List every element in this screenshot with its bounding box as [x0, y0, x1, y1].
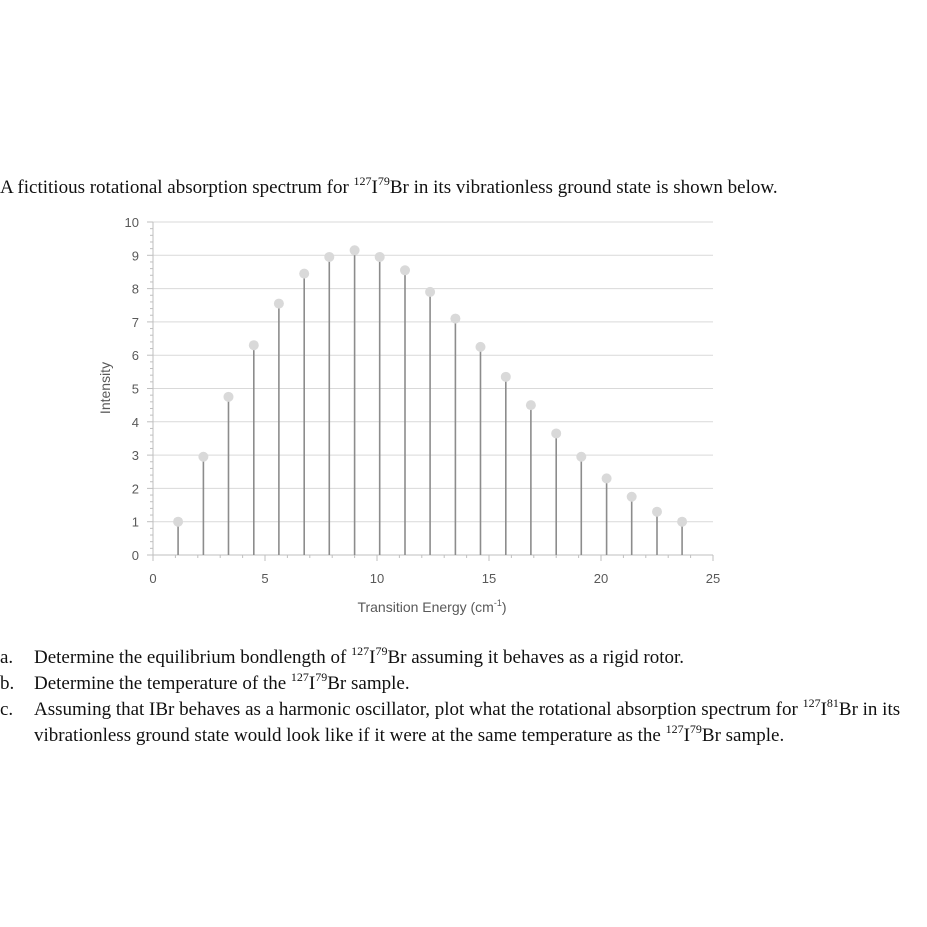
- spectrum-peak-marker: [249, 340, 259, 350]
- spectrum-peak-marker: [501, 372, 511, 382]
- question-label: a.: [0, 647, 14, 668]
- spectrum-peak-marker: [299, 269, 309, 279]
- question-b: [0, 671, 927, 697]
- y-tick-label: 3: [131, 448, 139, 464]
- question-text: Assuming that IBr behaves as a harmonic oscillator, plot what the rotational absorption spectrum for $^{127}I^{81}Br$ in its vibrationless ground state would look like if it were at the same temperature as the $^{127}I^{79}Br$ sample.: [34, 695, 901, 746]
- question-a: [0, 645, 927, 671]
- x-tick-label: 20: [593, 571, 609, 586]
- y-tick-label: 10: [124, 215, 139, 230]
- x-tick-label: 10: [369, 571, 385, 586]
- spectrum-peak-marker: [602, 473, 612, 483]
- y-tick-label: 9: [131, 248, 139, 264]
- intro-text-end: in its vibrationless ground state is shown below.: [408, 177, 778, 198]
- spectrum-peak-marker: [223, 392, 233, 402]
- y-tick-label: 4: [131, 414, 139, 430]
- spectrum-peak-marker: [551, 428, 561, 438]
- y-axis-title: Intensity: [97, 361, 113, 415]
- mass-number-i: 127: [353, 173, 372, 188]
- question-label: b.: [0, 673, 15, 694]
- spectrum-peak-marker: [350, 245, 360, 255]
- y-tick-label: 0: [131, 548, 139, 563]
- y-tick-label: 8: [131, 281, 139, 297]
- x-tick-label: 5: [261, 571, 269, 586]
- spectrum-peak-marker: [677, 517, 687, 527]
- spectrum-peak-marker: [274, 299, 284, 309]
- spectrum-peak-marker: [400, 265, 410, 275]
- spectrum-peak-marker: [576, 452, 586, 462]
- spectrum-peak-marker: [324, 252, 334, 262]
- question-text: Determine the equilibrium bondlength of $^{127}I^{79}Br$ assuming it behaves as a rigid rotor.: [34, 643, 685, 668]
- x-axis: [149, 555, 720, 586]
- y-tick-label: 1: [131, 514, 139, 530]
- element-br: Br: [389, 177, 409, 198]
- spectrum-peak-marker: [425, 287, 435, 297]
- spectrum-peak-marker: [475, 342, 485, 352]
- y-tick-label: 2: [131, 481, 139, 497]
- y-tick-label: 5: [131, 381, 139, 397]
- y-tick-label: 6: [131, 348, 139, 364]
- spectrum-peak-marker: [375, 252, 385, 262]
- spectrum-chart: [80, 205, 740, 625]
- intro-text: A fictitious rotational absorption spectrum for: [0, 177, 354, 198]
- spectrum-peak-marker: [652, 507, 662, 517]
- x-tick-label: 0: [149, 571, 157, 586]
- question-c: [0, 697, 927, 749]
- spectrum-peak-marker: [198, 452, 208, 462]
- spectrum-peak-marker: [627, 492, 637, 502]
- mass-number-br: 79: [377, 173, 390, 188]
- spectrum-peak-marker: [450, 314, 460, 324]
- y-axis: [125, 215, 153, 563]
- element-i: I: [371, 177, 378, 198]
- question-text: Determine the temperature of the $^{127}I^{79}Br$ sample.: [34, 669, 410, 694]
- y-tick-label: 7: [131, 314, 139, 330]
- x-tick-label: 25: [705, 571, 721, 586]
- x-tick-label: 15: [481, 571, 497, 586]
- question-label: c.: [0, 699, 14, 720]
- spectrum-peak-marker: [526, 400, 536, 410]
- intro-sentence: [0, 175, 927, 201]
- question-list: [0, 645, 927, 749]
- grid-lines: [153, 222, 713, 522]
- x-axis-title: Transition Energy $(cm^{-1})$: [357, 598, 507, 615]
- spectrum-peak-marker: [173, 517, 183, 527]
- spectrum-stems: [173, 245, 687, 555]
